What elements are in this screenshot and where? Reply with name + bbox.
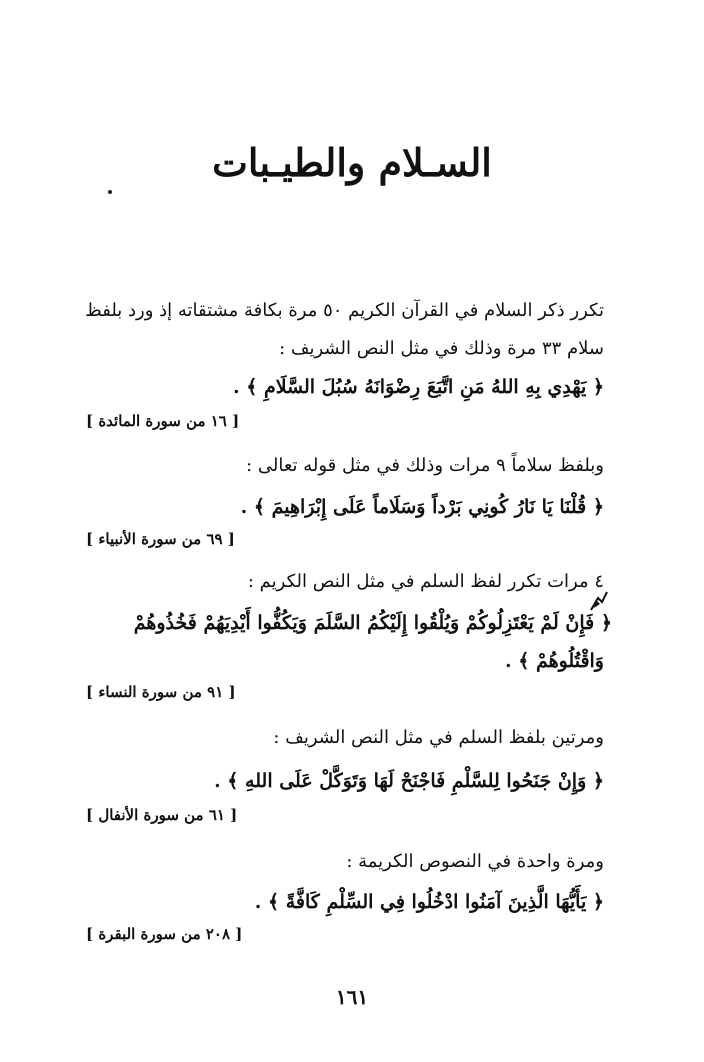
- ref-al-anbiya: [ ٦٩ من سورة الأنبياء ]: [86, 530, 235, 548]
- intro-line-1: تكرر ذكر السلام في القرآن الكريم ٥٠ مرة بكافة مشتقاته إذ ورد بلفظ: [85, 300, 604, 321]
- verse-al-anfal: ﴿ وَإِنْ جَنَحُوا لِلسَّلْمِ فَاجْنَحْ لَهَا وَتَوَكَّلْ عَلَى اللهِ ﴾ .: [214, 770, 604, 792]
- intro-once: ومرة واحدة في النصوص الكريمة :: [346, 851, 604, 872]
- page-number: ١٦١: [335, 985, 369, 1009]
- ref-an-nisa: [ ٩١ من سورة النساء ]: [86, 683, 236, 701]
- intro-line-2: سلام ٣٣ مرة وذلك في مثل النص الشريف :: [279, 338, 604, 359]
- verse-an-nisa-line-2: وَاقْتُلُوهُمْ ﴾ .: [504, 650, 604, 672]
- stray-dot: [108, 190, 112, 194]
- intro-as-salam: ٤ مرات تكرر لفظ السلم في مثل النص الكريم :: [247, 571, 604, 592]
- ref-al-anfal: [ ٦١ من سورة الأنفال ]: [86, 806, 238, 824]
- pen-mark-icon: [588, 588, 610, 612]
- intro-salaman: وبلفظ سلاماً ٩ مرات وذلك في مثل قوله تعالى :: [246, 455, 604, 476]
- ref-al-maidah: [ ١٦ من سورة المائدة ]: [86, 412, 240, 430]
- ref-al-baqarah: [ ٢٠٨ من سورة البقرة ]: [86, 925, 243, 943]
- verse-al-baqarah: ﴿ يَأَيُّهَا الَّذِينَ آمَنُوا ادْخُلُوا فِي السِّلْمِ كَافَّةً ﴾ .: [254, 891, 604, 913]
- verse-al-anbiya: ﴿ قُلْنَا يَا نَارُ كُونِي بَرْداً وَسَلَاماً عَلَى إِبْرَاهِيمَ ﴾ .: [240, 496, 604, 518]
- verse-al-maidah: ﴿ يَهْدِي بِهِ اللهُ مَنِ اتَّبَعَ رِضْوَانَهُ سُبُلَ السَّلَامِ ﴾ .: [232, 376, 604, 398]
- intro-as-salm: ومرتين بلفظ السلم في مثل النص الشريف :: [273, 727, 604, 748]
- verse-an-nisa-line-1: ﴿ فَإِنْ لَمْ يَعْتَزِلُوكُمْ وَيُلْقُوا إِلَيْكُمُ السَّلَمَ وَيَكُفُّوا أَيْدِيَهُمْ فَخُذُوهُمْ: [133, 612, 612, 634]
- page-title: السـلام والطيـبات: [212, 140, 492, 185]
